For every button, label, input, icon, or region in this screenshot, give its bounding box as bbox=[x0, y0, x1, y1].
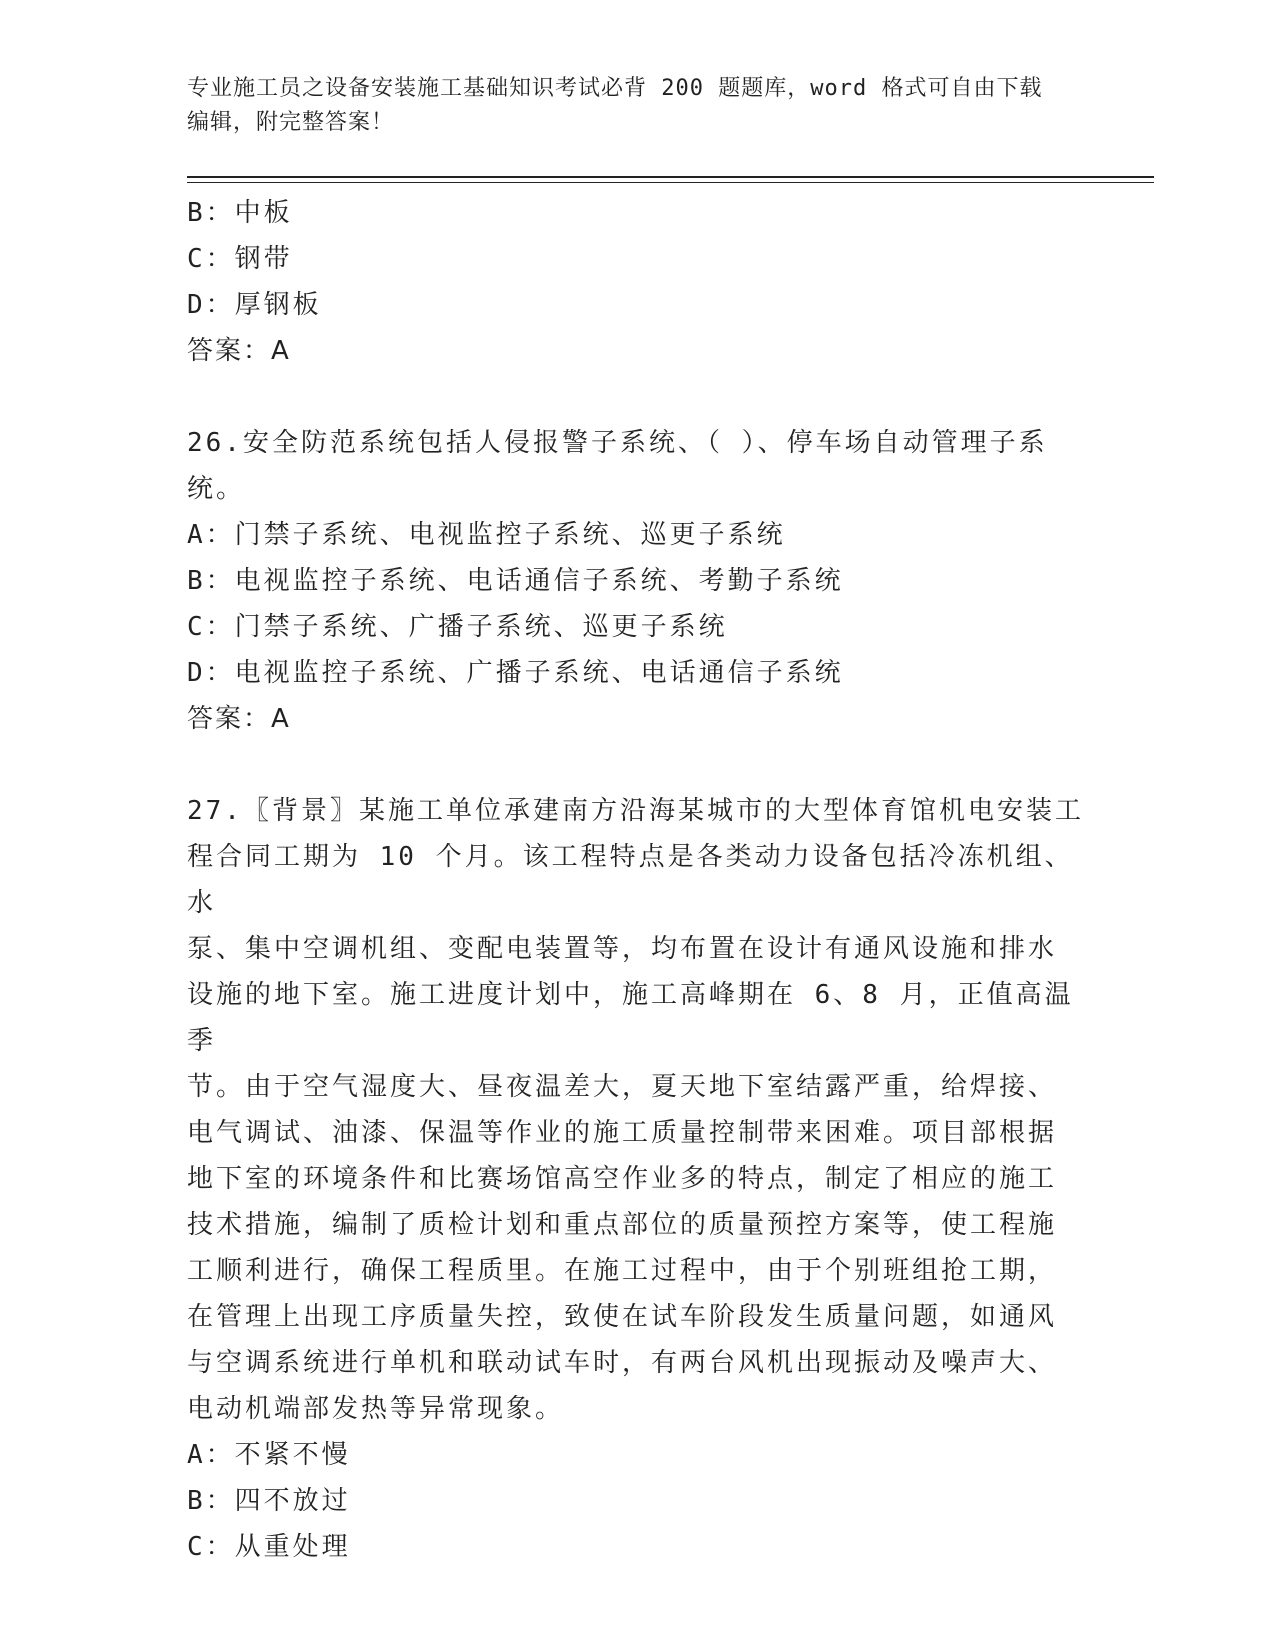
question-stem-line: 与空调系统进行单机和联动试车时，有两台风机出现振动及噪声大、 bbox=[187, 1348, 1058, 1378]
question-27 bbox=[187, 788, 1087, 1570]
option-b: B：中板 bbox=[187, 198, 293, 228]
header-divider-thin bbox=[187, 182, 1154, 183]
document-header bbox=[187, 72, 1087, 140]
spacer bbox=[187, 374, 1087, 420]
spacer bbox=[187, 742, 1087, 788]
option-d: D：电视监控子系统、广播子系统、电话通信子系统 bbox=[187, 658, 844, 688]
question-26 bbox=[187, 420, 1087, 742]
question-stem-line: 地下室的环境条件和比赛场馆高空作业多的特点，制定了相应的施工 bbox=[187, 1164, 1058, 1194]
document-body bbox=[187, 190, 1087, 1570]
question-stem-line: 电动机端部发热等异常现象。 bbox=[187, 1394, 565, 1424]
option-c: C：门禁子系统、广播子系统、巡更子系统 bbox=[187, 612, 728, 642]
question-stem-line: 在管理上出现工序质量失控，致使在试车阶段发生质量问题，如通风 bbox=[187, 1302, 1058, 1332]
question-stem-line: 设施的地下室。施工进度计划中，施工高峰期在 6、8 月，正值高温季 bbox=[187, 980, 1074, 1056]
answer-line: 答案：A bbox=[187, 704, 291, 734]
header-title-line-2: 编辑，附完整答案！ bbox=[187, 110, 395, 135]
question-stem-line: 工顺利进行，确保工程质里。在施工过程中，由于个别班组抢工期， bbox=[187, 1256, 1058, 1286]
question-stem-line: 27.〖背景〗某施工单位承建南方沿海某城市的大型体育馆机电安装工 bbox=[187, 796, 1084, 826]
option-b: B：电视监控子系统、电话通信子系统、考勤子系统 bbox=[187, 566, 844, 596]
option-c: C：钢带 bbox=[187, 244, 293, 274]
header-divider-thick bbox=[187, 176, 1154, 178]
option-d: D：厚钢板 bbox=[187, 290, 322, 320]
question-stem-line: 泵、集中空调机组、变配电装置等，均布置在设计有通风设施和排水 bbox=[187, 934, 1058, 964]
option-a: A：门禁子系统、电视监控子系统、巡更子系统 bbox=[187, 520, 786, 550]
question-stem-line: 程合同工期为 10 个月。该工程特点是各类动力设备包括冷冻机组、水 bbox=[187, 842, 1074, 918]
header-title-line-1: 专业施工员之设备安装施工基础知识考试必背 200 题题库，word 格式可自由下载 bbox=[187, 76, 1043, 101]
option-a: A：不紧不慢 bbox=[187, 1440, 351, 1470]
question-stem-line: 节。由于空气湿度大、昼夜温差大，夏天地下室结露严重，给焊接、 bbox=[187, 1072, 1058, 1102]
option-b: B：四不放过 bbox=[187, 1486, 351, 1516]
question-25 bbox=[187, 190, 1087, 374]
option-c: C：从重处理 bbox=[187, 1532, 351, 1562]
question-stem-line: 技术措施，编制了质检计划和重点部位的质量预控方案等，使工程施 bbox=[187, 1210, 1058, 1240]
question-stem-line: 26.安全防范系统包括人侵报警子系统、（ ）、停车场自动管理子系 bbox=[187, 428, 1048, 458]
answer-line: 答案：A bbox=[187, 336, 291, 366]
question-stem-line: 统。 bbox=[187, 474, 246, 504]
question-stem-line: 电气调试、油漆、保温等作业的施工质量控制带来困难。项目部根据 bbox=[187, 1118, 1058, 1148]
